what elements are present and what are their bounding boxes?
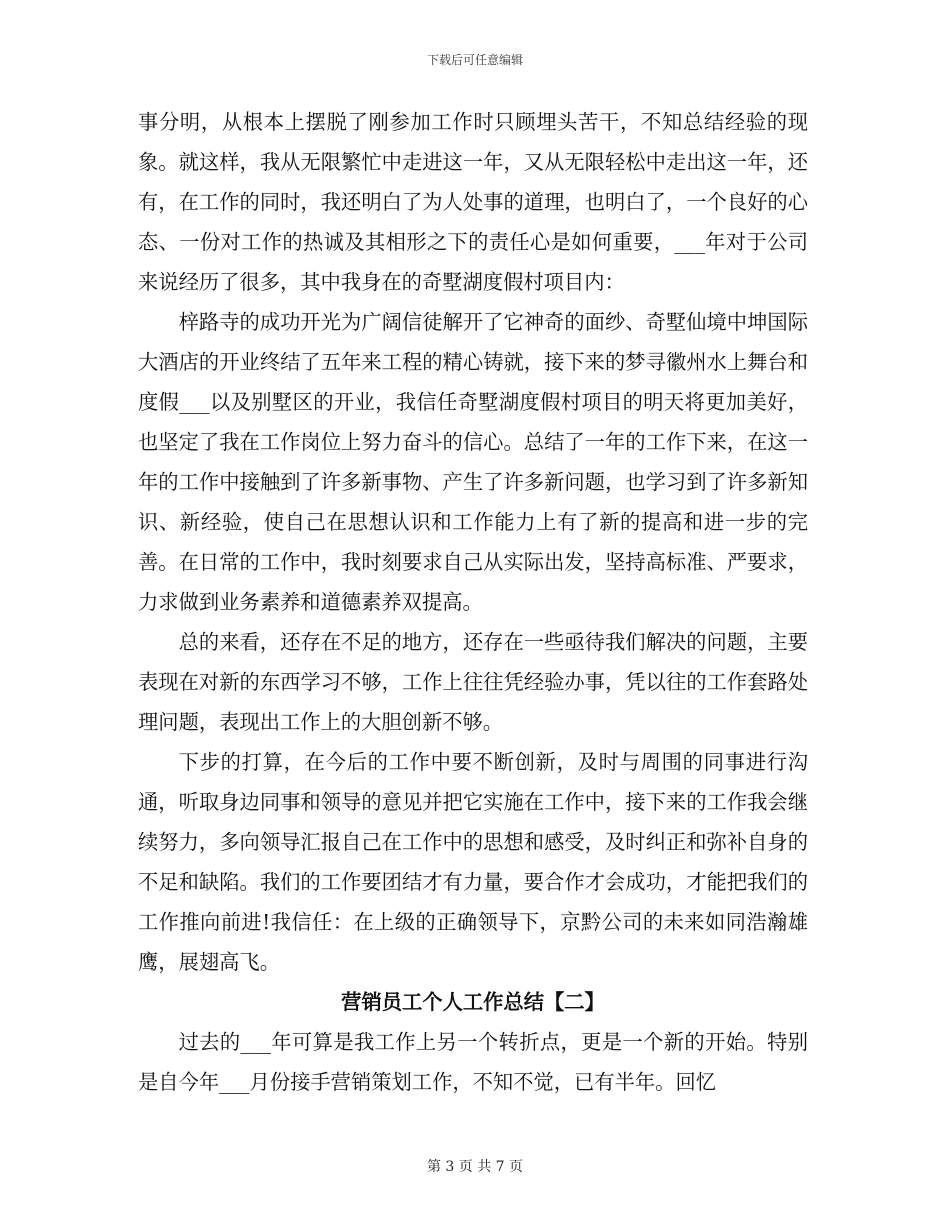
- paragraph-section2-intro: 过去的___年可算是我工作上另一个转折点，更是一个新的开始。特别是自今年___月份接手营销策划工作，不知不觉，已有半年。回忆: [138, 1030, 808, 1094]
- paragraph-continued: 事分明，从根本上摆脱了刚参加工作时只顾埋头苦干，不知总结经验的现象。就这样，我从无限繁忙中走进这一年，又从无限轻松中走出这一年，还有，在工作的同时，我还明白了为人处事的道理，也明白了，一个良好的心态、一份对工作的热诚及其相形之下的责任心是如何重要，___年对于公司来说经历了很多，其中我身在的奇墅湖度假村项目内：: [138, 110, 808, 294]
- paragraph-project-events: 梓路寺的成功开光为广阔信徒解开了它神奇的面纱、奇墅仙境中坤国际大酒店的开业终结了五年来工程的精心铸就，接下来的梦寻徽州水上舞台和度假___以及别墅区的开业，我信任奇墅湖度假村项目的明天将更加美好，也坚定了我在工作岗位上努力奋斗的信心。总结了一年的工作下来，在这一年的工作中接触到了许多新事物、产生了许多新问题，也学习到了许多新知识、新经验，使自己在思想认识和工作能力上有了新的提高和进一步的完善。在日常的工作中，我时刻要求自己从实际出发，坚持高标准、严要求，力求做到业务素养和道德素养双提高。: [138, 310, 808, 614]
- page-header: 下载后可任意编辑: [426, 53, 523, 67]
- paragraph-shortcomings: 总的来看，还存在不足的地方，还存在一些亟待我们解决的问题，主要表现在对新的东西学习不够，工作上往往凭经验办事，凭以往的工作套路处理问题，表现出工作上的大胆创新不够。: [138, 630, 808, 734]
- page-number: 第 3 页 共 7 页: [426, 1159, 524, 1175]
- section-title: 营销员工个人工作总结【二】: [341, 990, 605, 1014]
- document-body: [138, 102, 808, 1102]
- paragraph-next-steps: 下步的打算，在今后的工作中要不断创新，及时与周围的同事进行沟通，听取身边同事和领导的意见并把它实施在工作中，接下来的工作我会继续努力，多向领导汇报自己在工作中的思想和感受，及时纠正和弥补自身的不足和缺陷。我们的工作要团结才有力量，要合作才会成功，才能把我们的工作推向前进!我信任：在上级的正确领导下，京黔公司的未来如同浩瀚雄鹰，展翅高飞。: [138, 750, 808, 974]
